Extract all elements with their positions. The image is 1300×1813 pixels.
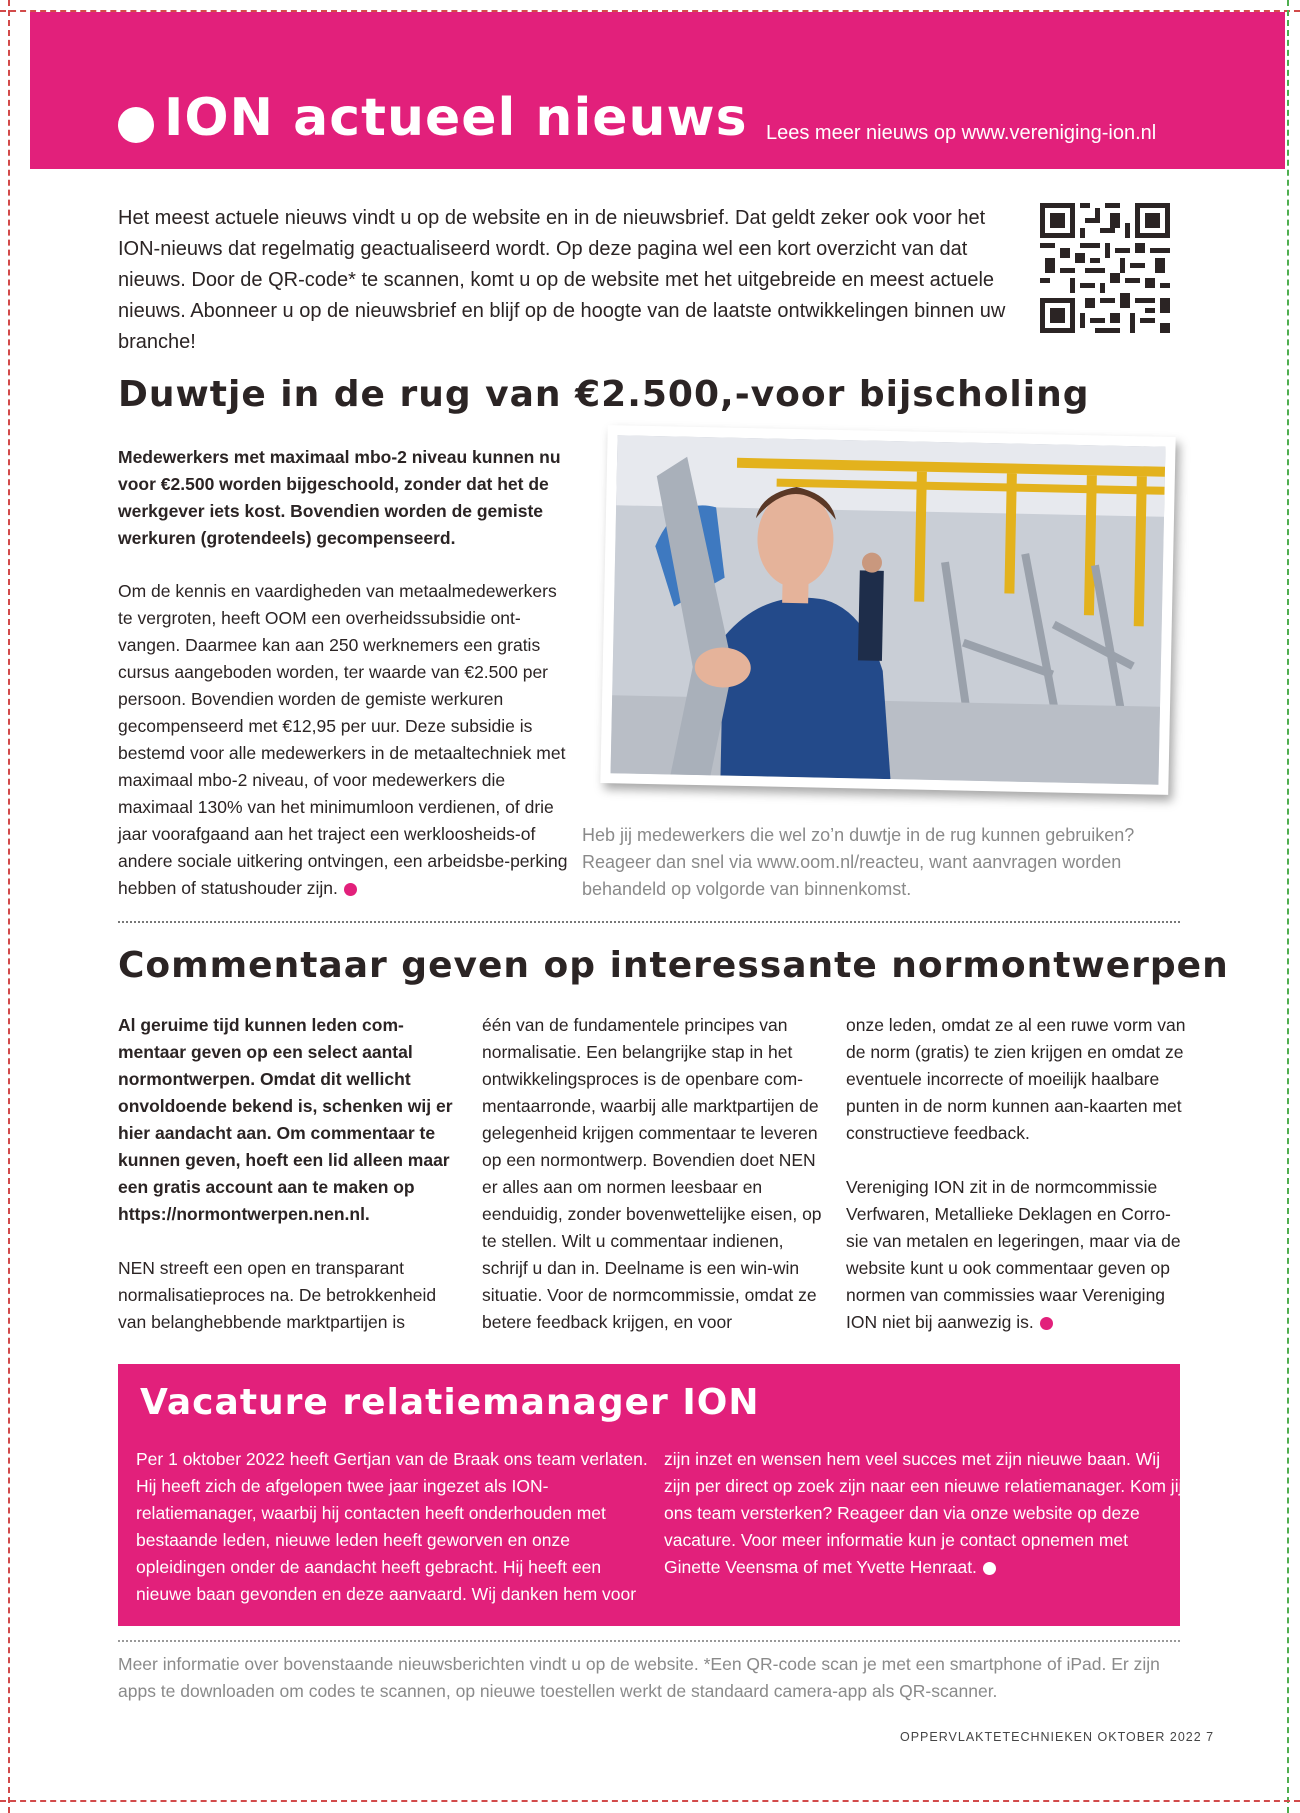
page-title: ION actueel nieuws xyxy=(164,88,748,148)
dashed-border-bottom xyxy=(0,1800,1300,1802)
factory-worker-photo xyxy=(611,435,1166,784)
vacancy-column-2: zijn inzet en wensen hem veel succes met zijn nieuwe baan. Wij zijn per direct op zoek zijn naar een nieuwe relatiemanager. Kom jij ons team versterken? Reageer dan via onze website op deze vacature. Voor meer informatie kun je contact opnemen met Ginette Veensma of met Yvette Henraat. xyxy=(664,1449,1183,1577)
end-bullet-icon xyxy=(1040,1317,1053,1330)
article-title-commentaar: Commentaar geven op interessante normontwerpen xyxy=(118,945,1229,986)
vacancy-title: Vacature relatiemanager ION xyxy=(140,1382,760,1423)
footnote-divider xyxy=(118,1640,1180,1642)
photo-caption: Heb jij medewerkers die wel zo’n duwtje in de rug kunnen gebruiken? Reageer dan snel via www.oom.nl/reacteu, want aanvragen worden behandeld op volgorde van binnenkomst. xyxy=(582,825,1135,899)
qr-code-icon[interactable] xyxy=(1040,203,1170,333)
page-footer: OPPERVLAKTETECHNIEKEN OKTOBER 2022 7 xyxy=(900,1730,1215,1744)
article-column-1 xyxy=(118,1012,458,1336)
article-column-2: één van de fundamentele principes van normalisatie. Een belangrijke stap in het ontwikkelingsproces is de openbare com-mentaarronde, waarbij alle marktpartijen de gelegenheid krijgen commentaar te leveren op een normontwerp. Bovendien doet NEN er alles aan om normen leesbaar en eenduidig, zonder bovenwettelijke eisen, op te stellen. Wilt u commentaar indienen, schrijf u dan in. Deelname is een win-win situatie. Voor de normcommissie, omdat ze betere feedback krijgen, en voor xyxy=(482,1015,822,1332)
article-title-duwtje: Duwtje in de rug van €2.500,-voor bijscholing xyxy=(118,374,1090,415)
vacancy-box xyxy=(118,1364,1183,1626)
article-paragraph: Vereniging ION zit in de normcommissie Verfwaren, Metallieke Deklagen en Corro-sie van metalen en legeringen, maar via de website kunt u ook commentaar geven op normen van commissies waar Vereniging ION niet bij aanwezig is. xyxy=(846,1177,1181,1332)
article-paragraph: onze leden, omdat ze al een ruwe vorm van de norm (gratis) te zien krijgen en omdat ze eventuele incorrecte of moeilijk haalbare punten in de norm kunnen aan-kaarten met constructieve feedback. xyxy=(846,1015,1186,1143)
dashed-border-left xyxy=(8,0,10,1813)
intro-text: Het meest actuele nieuws vindt u op de website en in de nieuwsbrief. Dat geldt zeker ook voor het ION-nieuws dat regelmatig geactualiseerd wordt. Op deze pagina wel een kort overzicht van dat nieuws. Door de QR-code* te scannen, komt u op de website met het uitgebreide en meest actuele nieuws. Abonneer u op de nieuwsbrief en blijf op de hoogte van de laatste ontwikkelingen binnen uw branche! xyxy=(118,207,1006,353)
end-bullet-icon xyxy=(983,1562,996,1575)
article-lead: Medewerkers met maximaal mbo-2 niveau kunnen nu voor €2.500 worden bijgeschoold, zonder dat het de werkgever iets kost. Bovendien worden de gemiste werkuren (grotendeels) gecompenseerd. xyxy=(118,447,561,548)
article-paragraph: NEN streeft een open en transparant normalisatieproces na. De betrokkenheid van belanghebbende marktpartijen is xyxy=(118,1258,437,1332)
dashed-border-right xyxy=(1287,0,1289,1813)
article-body: Om de kennis en vaardigheden van metaalmedewerkers te vergroten, heeft OOM een overheidssubsidie ont-vangen. Daarmee kan aan 250 werknemers een gratis cursus aangeboden worden, ter waarde van €2.500 per persoon. Bovendien worden de gemiste werkuren gecompenseerd met €12,95 per uur. Deze subsidie is bestemd voor alle medewerkers in de metaaltechniek met maximaal mbo-2 niveau, of voor medewerkers die maximaal 130% van het minimumloon verdienen, of drie jaar voorafgaand aan het traject een werkloosheids-of andere sociale uitkering ontvingen, een arbeidsbe-perking hebben of statushouder zijn. xyxy=(118,581,568,898)
article-column-3 xyxy=(846,1012,1186,1336)
footnote: Meer informatie over bovenstaande nieuwsberichten vindt u op de website. *Een QR-code scan je met een smartphone of iPad. Er zijn apps te downloaden om codes te scannen, op nieuwe toestellen werkt de standaard camera-app als QR-scanner. xyxy=(118,1654,1160,1701)
article-lead: Al geruime tijd kunnen leden com-mentaar geven op een select aantal normontwerpen. Omdat dit wellicht onvoldoende bekend is, schenken wij er hier aandacht aan. Om commentaar te kunnen geven, hoeft een lid alleen maar een gratis account aan te maken op https://normontwerpen.nen.nl. xyxy=(118,1015,453,1224)
vacancy-column-1: Per 1 oktober 2022 heeft Gertjan van de Braak ons team verlaten. Hij heeft zich de afgelopen twee jaar ingezet als ION-relatiemanager, waarbij hij contacten heeft onderhouden met bestaande leden, nieuwe leden heeft geworven en onze opleidingen onder de aandacht heeft gebracht. Hij heeft een nieuwe baan gevonden en deze aanvaard. Wij danken hem voor xyxy=(136,1449,648,1604)
website-link[interactable]: Lees meer nieuws op www.vereniging-ion.nl xyxy=(766,122,1157,144)
article-photo-frame xyxy=(600,425,1175,795)
section-divider xyxy=(118,921,1180,923)
end-bullet-icon xyxy=(344,883,357,896)
